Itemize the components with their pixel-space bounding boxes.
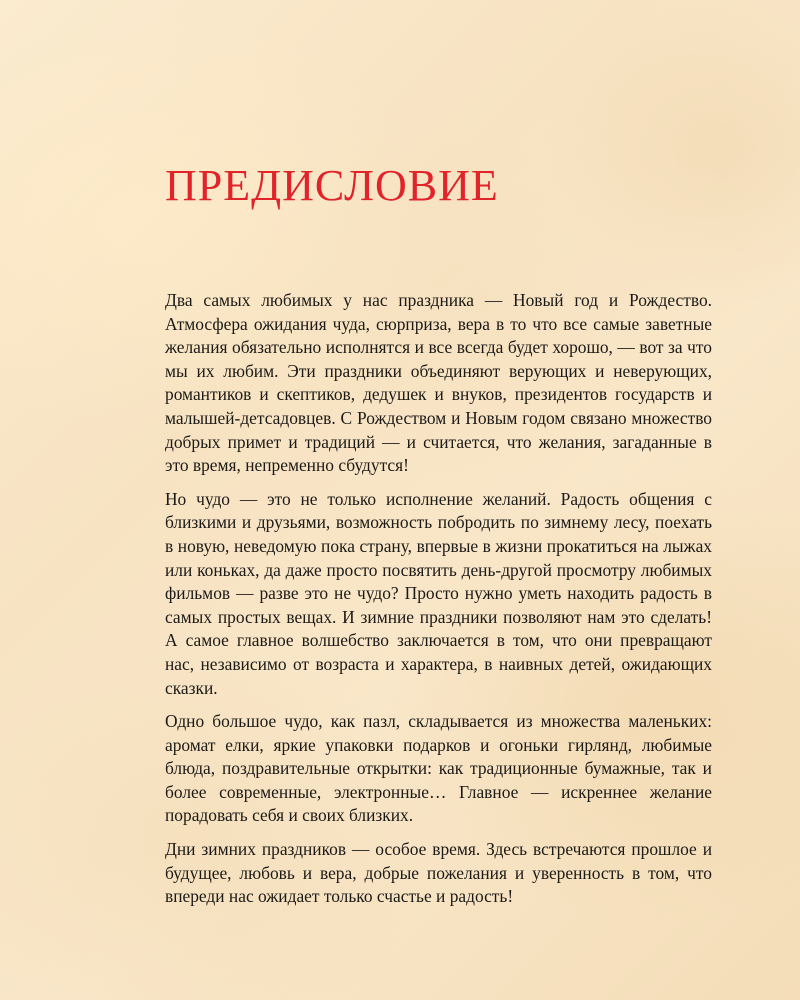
body-text	[165, 289, 712, 919]
paragraph-3: Одно большое чудо, как пазл, складывается из множества маленьких: аромат елки, яркие упаковки подарков и огоньки гирлянд, любимые блюда, поздравительные открытки: как традиционные бумажные, так и более современные, электронные… Главное — искреннее желание порадовать себя и своих близких.	[165, 711, 712, 826]
paragraph-2: Но чудо — это не только исполнение желаний. Радость общения с близкими и друзьями, возможность побродить по зимнему лесу, поехать в новую, неведомую пока страну, впервые в жизни прокатиться на лыжах или коньках, да даже просто посвятить день-другой просмотру любимых фильмов — разве это не чудо? Просто нужно уметь находить радость в самых простых вещах. И зимние праздники позволяют нам это сделать! А самое главное волшебство заключается в том, что они превращают нас, независимо от возраста и характера, в наивных детей, ожидающих сказки.	[165, 488, 712, 698]
page-title: ПРЕДИСЛОВИЕ	[165, 161, 499, 210]
paragraph-4: Дни зимних праздников — особое время. Здесь встречаются прошлое и будущее, любовь и вера, добрые пожелания и уверенность в том, что впереди нас ожидает только счастье и радость!	[165, 839, 712, 907]
paragraph-1: Два самых любимых у нас праздника — Новый год и Рождество. Атмосфера ожидания чуда, сюрприза, вера в то что все самые заветные желания обязательно исполнятся и все всегда будет хорошо, — вот за что мы их любим. Эти праздники объединяют верующих и неверующих, романтиков и скептиков, дедушек и внуков, президентов государств и малышей-детсадовцев. С Рождеством и Новым годом связано множество добрых примет и традиций — и считается, что желания, загаданные в это время, непременно сбудутся!	[165, 290, 712, 476]
